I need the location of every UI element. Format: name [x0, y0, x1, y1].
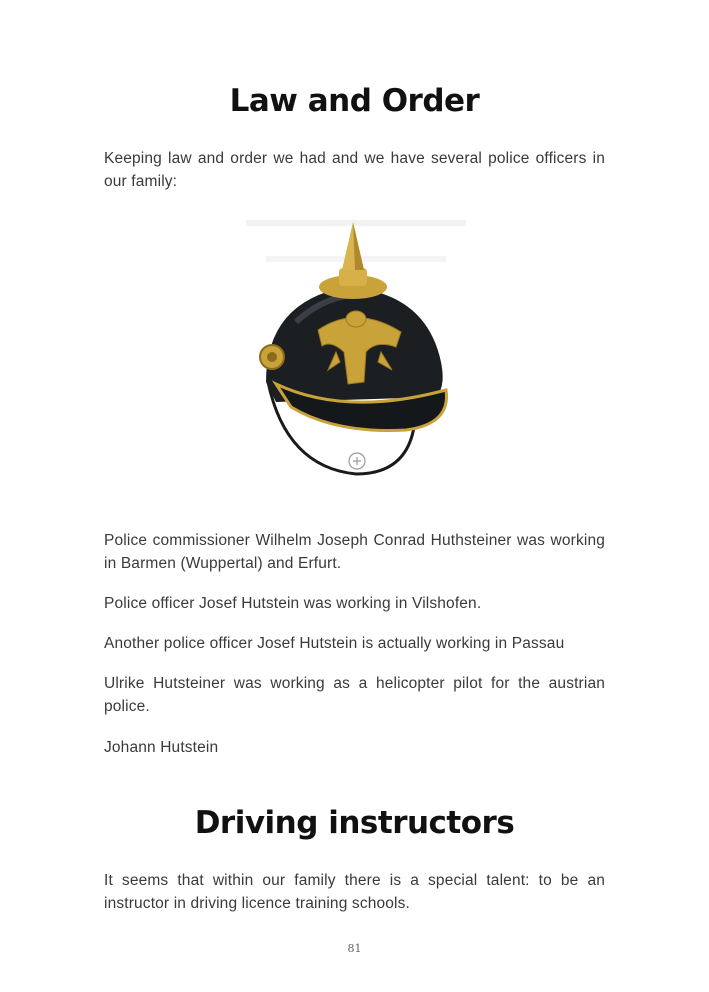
paragraph-johann-hutstein: Johann Hutstein	[104, 739, 219, 756]
pickelhaube-helmet-image	[236, 212, 476, 484]
paragraph-police-officer-vilshofen: Police officer Josef Hutstein was working in Vilshofen.	[104, 595, 482, 612]
paragraph-helicopter-pilot: Ulrike Hutsteiner was working as a helicopter pilot for the austrian police.	[104, 675, 605, 715]
paragraph-driving-instructors: It seems that within our family there is a special talent: to be an instructor in driving licence training schools.	[104, 872, 605, 912]
paragraph-police-officer-passau: Another police officer Josef Hutstein is actually working in Passau	[104, 635, 565, 652]
paragraph-police-commissioner: Police commissioner Wilhelm Joseph Conrad Huthsteiner was working in Barmen (Wuppertal) and Erfurt.	[104, 532, 605, 572]
page-number: 81	[347, 942, 362, 955]
intro-paragraph: Keeping law and order we had and we have several police officers in our family:	[104, 150, 605, 190]
section-heading-law-and-order: Law and Order	[229, 83, 480, 119]
section-heading-driving-instructors: Driving instructors	[194, 805, 515, 841]
